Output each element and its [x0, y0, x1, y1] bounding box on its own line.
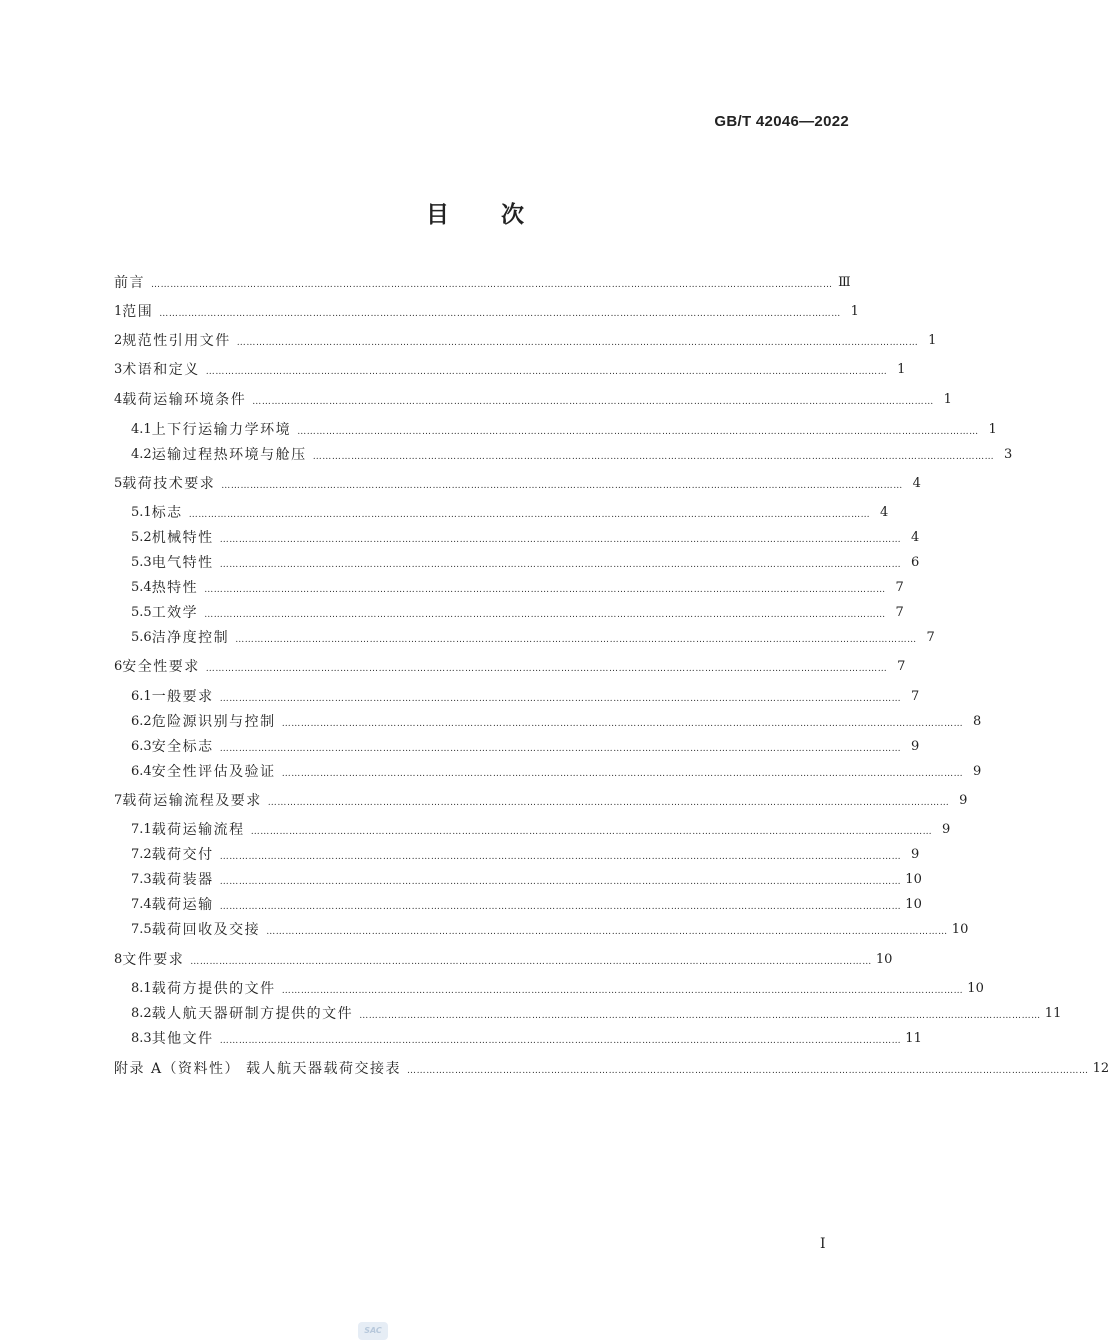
dot-leader: …………………………………………………………………………………………………………………………………………………………………………………………… — [281, 986, 964, 996]
toc-entry[interactable] — [114, 656, 906, 678]
dot-leader: …………………………………………………………………………………………………………………………………………………………………………………………… — [221, 481, 903, 491]
toc-entry[interactable] — [114, 301, 859, 323]
dot-leader: …………………………………………………………………………………………………………………………………………………………………………………………… — [219, 535, 902, 545]
dot-leader: …………………………………………………………………………………………………………………………………………………………………………………………… — [219, 852, 902, 862]
toc-entry-number: 5.6 — [131, 630, 152, 645]
dot-leader: …………………………………………………………………………………………………………………………………………………………………………………………… — [219, 877, 902, 887]
toc-entry[interactable] — [131, 919, 969, 941]
toc-entry-title: 载荷运输流程及要求 — [122, 793, 262, 809]
toc-entry-title: 文件要求 — [122, 952, 185, 968]
dot-leader: …………………………………………………………………………………………………………………………………………………………………………………………… — [281, 719, 964, 729]
toc-entry[interactable] — [114, 389, 952, 411]
toc-entry[interactable] — [131, 527, 920, 549]
dot-leader: …………………………………………………………………………………………………………………………………………………………………………………………… — [235, 635, 917, 645]
toc-entry-title: 载荷运输流程 — [151, 822, 245, 838]
toc-entry[interactable] — [114, 1058, 1109, 1080]
toc-entry-title: 标志 — [151, 505, 183, 521]
dot-leader: …………………………………………………………………………………………………………………………………………………………………………………………… — [219, 902, 902, 912]
toc-entry-page: 4 — [912, 476, 921, 491]
toc-entry-page: 6 — [911, 555, 920, 570]
toc-entry-page: 12 — [1092, 1061, 1109, 1076]
toc-entry-page: 9 — [942, 822, 951, 837]
toc-entry[interactable] — [131, 894, 922, 916]
toc-entry-title: 载荷装器 — [151, 872, 214, 888]
toc-entry-page: 4 — [880, 505, 889, 520]
toc-entry-page: 7 — [895, 580, 904, 595]
toc-entry-number: 7.3 — [131, 872, 152, 887]
toc-entry-title: 载荷技术要求 — [122, 476, 216, 492]
dot-leader: …………………………………………………………………………………………………………………………………………………………………………………………… — [204, 585, 886, 595]
toc-entry-title: 上下行运输力学环境 — [151, 422, 292, 438]
toc-entry[interactable] — [114, 949, 893, 971]
toc-entry-number: 5.2 — [131, 530, 152, 545]
toc-entry-title: 载荷方提供的文件 — [151, 981, 276, 997]
toc-entry[interactable] — [131, 844, 920, 866]
toc-entry[interactable] — [131, 686, 920, 708]
toc-entry-title: 载人航天器研制方提供的文件 — [151, 1006, 354, 1022]
toc-entry[interactable] — [131, 736, 920, 758]
toc-entry-page: 1 — [928, 333, 937, 348]
toc-entry-number: 8.1 — [131, 981, 152, 996]
toc-entry-title: 载荷运输 — [151, 897, 214, 913]
toc-entry[interactable] — [131, 444, 1013, 466]
toc-entry-page: 11 — [905, 1031, 922, 1046]
toc-entry-number: 7.1 — [131, 822, 152, 837]
toc-entry[interactable] — [131, 419, 997, 441]
toc-entry-title: 电气特性 — [151, 555, 214, 571]
toc-entry-title: 工效学 — [151, 605, 199, 621]
toc-entry[interactable] — [131, 869, 922, 891]
toc-entry[interactable] — [131, 552, 920, 574]
toc-entry[interactable] — [114, 359, 906, 381]
toc-entry-title: 附录 A（资料性） 载人航天器载荷交接表 — [114, 1061, 402, 1077]
dot-leader: …………………………………………………………………………………………………………………………………………………………………………………………… — [219, 694, 902, 704]
toc-entry-number: 4 — [114, 392, 123, 407]
toc-entry-title: 范围 — [122, 304, 154, 320]
dot-leader: …………………………………………………………………………………………………………………………………………………………………………………………… — [312, 452, 995, 462]
dot-leader: …………………………………………………………………………………………………………………………………………………………………………………………… — [204, 610, 886, 620]
toc-entry[interactable] — [114, 790, 968, 812]
toc-entry-number: 6.3 — [131, 739, 152, 754]
dot-leader: …………………………………………………………………………………………………………………………………………………………………………………………… — [266, 927, 948, 937]
toc-entry-title: 一般要求 — [151, 689, 214, 705]
toc-entry-page: 9 — [973, 764, 982, 779]
dot-leader: …………………………………………………………………………………………………………………………………………………………………………………………… — [205, 367, 888, 377]
page-number: Ⅰ — [820, 1236, 826, 1252]
toc-entry-number: 3 — [114, 362, 123, 377]
toc-entry-number: 7.4 — [131, 897, 152, 912]
dot-leader: …………………………………………………………………………………………………………………………………………………………………………………………… — [188, 510, 871, 520]
toc-entry-page: 7 — [897, 659, 906, 674]
toc-entry-page: 9 — [959, 793, 968, 808]
toc-entry-number: 5.4 — [131, 580, 152, 595]
dot-leader: …………………………………………………………………………………………………………………………………………………………………………………………… — [359, 1011, 1041, 1021]
toc-entry-number: 7.2 — [131, 847, 152, 862]
toc-entry-page: Ⅲ — [838, 275, 851, 290]
toc-entry-page: 9 — [911, 739, 920, 754]
dot-leader: …………………………………………………………………………………………………………………………………………………………………………………………… — [252, 397, 934, 407]
toc-entry-title: 安全标志 — [151, 739, 214, 755]
toc-entry-page: 7 — [926, 630, 935, 645]
toc-entry-number: 6.2 — [131, 714, 152, 729]
toc-entry-page: 10 — [905, 897, 922, 912]
dot-leader: …………………………………………………………………………………………………………………………………………………………………………………………… — [219, 744, 902, 754]
toc-entry-number: 6 — [114, 659, 123, 674]
toc-entry-title: 规范性引用文件 — [122, 333, 231, 349]
toc-entry-number: 8 — [114, 952, 123, 967]
dot-leader: …………………………………………………………………………………………………………………………………………………………………………………………… — [236, 338, 919, 348]
toc-entry-page: 11 — [1044, 1006, 1062, 1021]
toc-entry-page: 1 — [850, 304, 859, 319]
sac-watermark-logo: SAC — [358, 1322, 388, 1340]
toc-entry-page: 9 — [911, 847, 920, 862]
toc-entry[interactable] — [131, 711, 982, 733]
toc-entry-number: 5 — [114, 476, 123, 491]
toc-entry-page: 3 — [1004, 447, 1013, 462]
dot-leader: …………………………………………………………………………………………………………………………………………………………………………………………… — [297, 427, 979, 437]
toc-entry-title: 洁净度控制 — [151, 630, 230, 646]
toc-entry-page: 7 — [895, 605, 904, 620]
toc-entry[interactable] — [131, 978, 984, 1000]
toc-entry-page: 10 — [875, 952, 893, 967]
toc-entry-page: 1 — [943, 392, 952, 407]
toc-entry-title: 载荷运输环境条件 — [122, 392, 247, 408]
toc-entry-page: 7 — [911, 689, 920, 704]
dot-leader: …………………………………………………………………………………………………………………………………………………………………………………………… — [219, 560, 902, 570]
toc-entry-page: 1 — [897, 362, 906, 377]
toc-entry-page: 10 — [951, 922, 969, 937]
toc-entry-title: 其他文件 — [151, 1031, 214, 1047]
toc-entry-number: 7 — [114, 793, 123, 808]
toc-entry[interactable] — [114, 272, 850, 294]
dot-leader: …………………………………………………………………………………………………………………………………………………………………………………………… — [267, 798, 950, 808]
toc-entry[interactable] — [131, 1003, 1062, 1025]
toc-entry-number: 6.4 — [131, 764, 152, 779]
dot-leader: …………………………………………………………………………………………………………………………………………………………………………………………… — [407, 1066, 1089, 1076]
toc-entry-page: 4 — [911, 530, 920, 545]
toc-entry-page: 10 — [967, 981, 984, 996]
dot-leader: …………………………………………………………………………………………………………………………………………………………………………………………… — [205, 664, 888, 674]
toc-entry-title: 运输过程热环境与舱压 — [151, 447, 307, 463]
toc-entry-title: 机械特性 — [151, 530, 214, 546]
toc-entry[interactable] — [131, 1028, 922, 1050]
toc-entry-title: 热特性 — [151, 580, 199, 596]
toc-entry-number: 5.1 — [131, 505, 152, 520]
dot-leader: …………………………………………………………………………………………………………………………………………………………………………………………… — [190, 957, 872, 967]
toc-entry[interactable] — [131, 761, 982, 783]
dot-leader: …………………………………………………………………………………………………………………………………………………………………………………………… — [281, 769, 964, 779]
dot-leader: …………………………………………………………………………………………………………………………………………………………………………………………… — [219, 1036, 902, 1046]
dot-leader: …………………………………………………………………………………………………………………………………………………………………………………………… — [159, 309, 841, 319]
page-title: 目次 — [426, 202, 576, 228]
toc-entry-title: 载荷交付 — [151, 847, 214, 863]
toc-entry-title: 安全性评估及验证 — [151, 764, 276, 780]
toc-entry[interactable] — [114, 473, 921, 495]
toc-entry-title: 前言 — [114, 275, 145, 291]
toc-entry-number: 6.1 — [131, 689, 152, 704]
toc-entry-number: 5.3 — [131, 555, 152, 570]
toc-entry-title: 载荷回收及交接 — [151, 922, 261, 938]
toc-entry-number: 1 — [114, 304, 123, 319]
dot-leader: …………………………………………………………………………………………………………………………………………………………………………………………… — [151, 280, 833, 290]
toc-entry[interactable] — [114, 330, 937, 352]
toc-entry-number: 5.5 — [131, 605, 152, 620]
toc-entry-number: 8.2 — [131, 1006, 152, 1021]
toc-entry-number: 2 — [114, 333, 123, 348]
toc-entry-page: 8 — [973, 714, 982, 729]
standard-number: GB/T 42046—2022 — [714, 113, 849, 130]
toc-entry-page: 10 — [905, 872, 922, 887]
toc-entry-page: 1 — [988, 422, 997, 437]
toc-entry[interactable] — [131, 502, 889, 524]
toc-entry-title: 危险源识别与控制 — [151, 714, 276, 730]
toc-entry[interactable] — [131, 577, 904, 599]
toc-entry-title: 术语和定义 — [122, 362, 200, 378]
toc-entry-number: 4.2 — [131, 447, 152, 462]
toc-entry[interactable] — [131, 627, 935, 649]
dot-leader: …………………………………………………………………………………………………………………………………………………………………………………………… — [250, 827, 933, 837]
toc-entry[interactable] — [131, 819, 951, 841]
toc-entry-number: 8.3 — [131, 1031, 152, 1046]
toc-entry[interactable] — [131, 602, 904, 624]
toc-entry-title: 安全性要求 — [122, 659, 200, 675]
toc-entry-number: 7.5 — [131, 922, 152, 937]
toc-entry-number: 4.1 — [131, 422, 152, 437]
